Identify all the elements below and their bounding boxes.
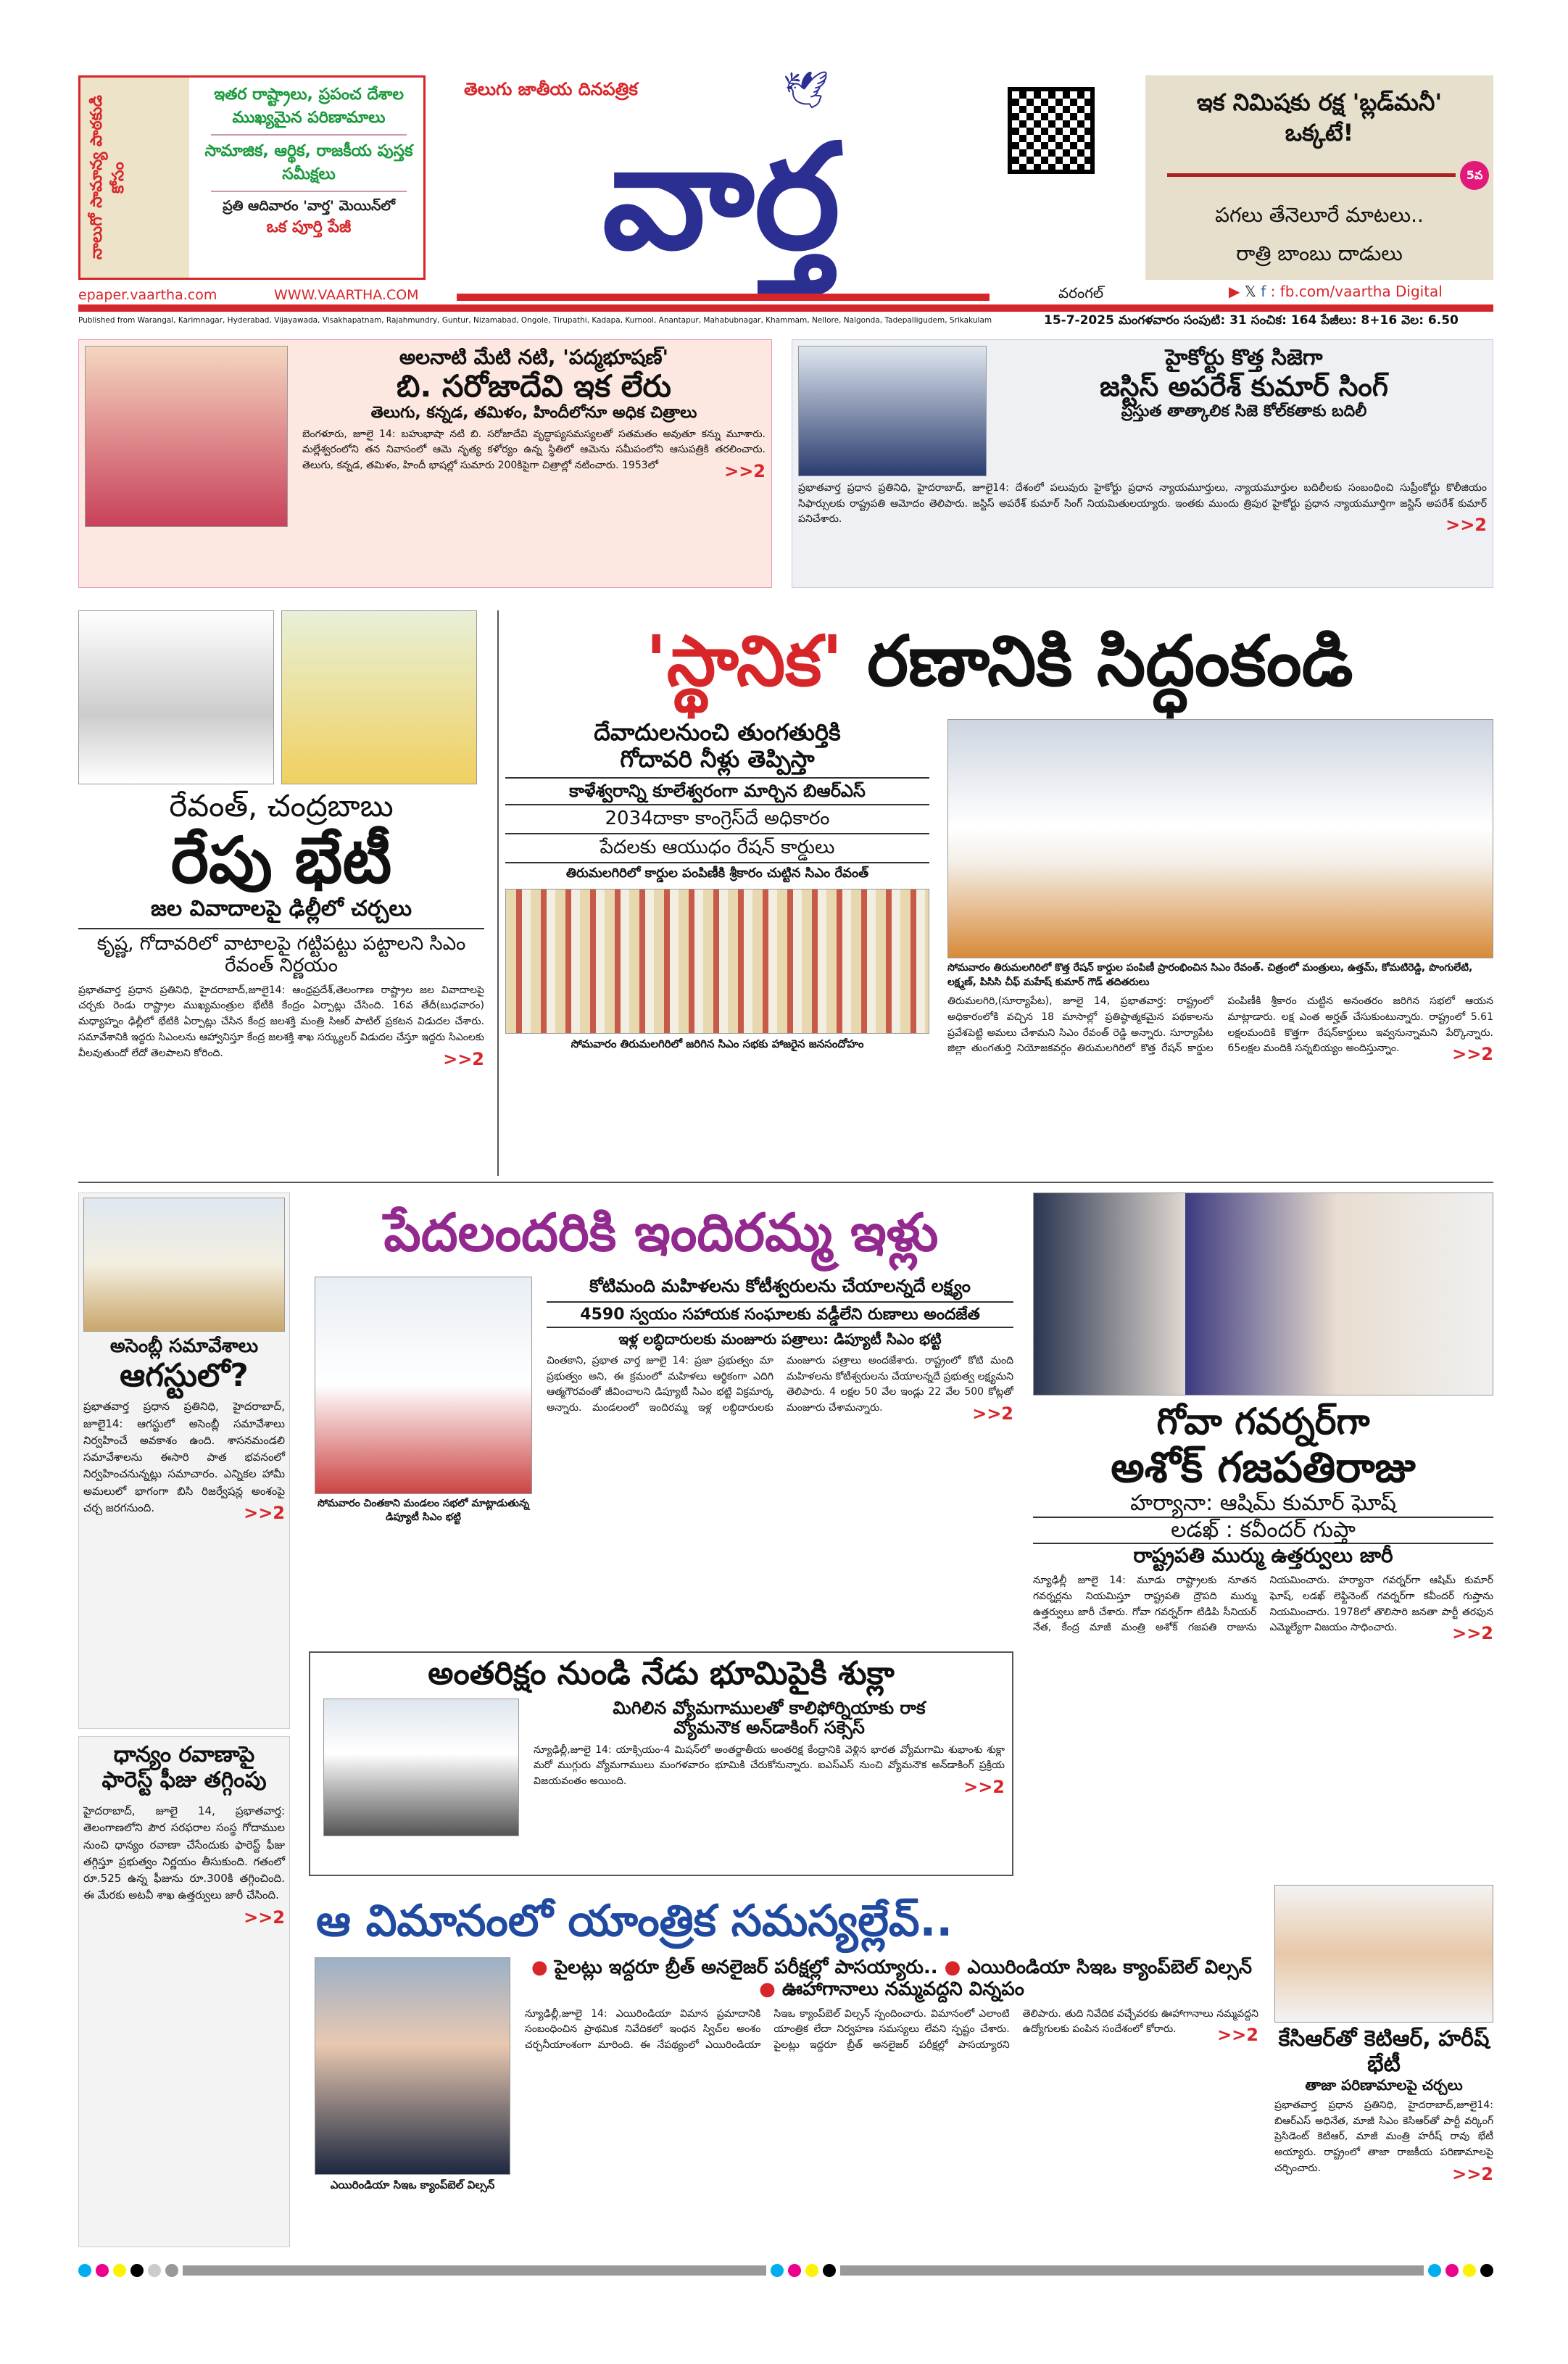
youtube-icon[interactable]: ▶ — [1229, 283, 1240, 300]
appointment: హర్యానా: ఆషిమ్ కుమార్ ఘోష్ — [1033, 1491, 1493, 1518]
kicker: హైకోర్టు కొత్త సిజెగా — [1165, 345, 1323, 370]
subheadline: తాజా పరిణామాలపై చర్చలు — [1305, 2076, 1463, 2094]
kicker: అలనాటి మేటి నటి, 'పద్మభూషణ్' — [399, 345, 669, 369]
headline: ఆగస్టులో? — [120, 1356, 249, 1394]
continued-link[interactable]: >>2 — [972, 1403, 1013, 1424]
story-body: ప్రభాతవార్త ప్రధాన ప్రతినిధి, హైదరాబాద్,జూలై14: ఆంధ్రప్రదేశ్,తెలంగాణ రాష్ట్రాల జల వివాదాలపై చర్చకు రెండు రాష్ట్రాల ముఖ్యమంత్రుల భేటీకి కేంద్రం ఏర్పాట్లు చేసింది. 16వ తేదీ(బుధవారం) మధ్యాహ్నం ఢిల్లీలో భేటికి ఏర్పాట్లు చేసిన కేంద్ర జలశక్తి మంత్రి సిఆర్ పాటిల్ ప్రకటన విడుదల చేశారు. సమావేశానికి ఇద్దరు సిఎంలను ఆహ్వానిస్తూ కేంద్ర జలశక్తి శాఖ సర్క్యులర్ విడుదల చేస్తూ ఇద్దరు సిఎంలకు వీలవుతుందో లేదో తెలపాలని కోరింది. — [78, 984, 484, 1059]
continued-link[interactable]: >>2 — [1452, 1044, 1493, 1065]
story-chief-justice[interactable] — [792, 339, 1493, 588]
x-icon[interactable]: 𝕏 — [1244, 283, 1256, 300]
promo-vertical-title: నాలుగో సామాన్య పాఠకుడి కోసం — [80, 78, 189, 278]
headline-highlight: 'స్థానిక' — [645, 621, 843, 702]
subheadline: కోటిమంది మహిళలను కోటీశ్వరులను చేయాలన్నదే లక్ష్యం — [547, 1277, 1013, 1303]
promo-line: పగలు తేనెలూరే మాటలు.. — [1215, 202, 1424, 227]
story-assembly[interactable] — [78, 1193, 290, 1729]
subheadline: మిగిలిన వ్యోమగాములతో కాలిఫోర్నియాకు రాక — [613, 1697, 926, 1718]
color-registration-bar — [78, 2262, 1493, 2279]
story-shukla-return[interactable] — [309, 1651, 1013, 1876]
headline: జస్టిస్ అపరేశ్ కుమార్ సింగ్ — [1100, 370, 1388, 402]
social-handle[interactable]: : fb.com/vaartha Digital — [1270, 283, 1443, 300]
saroja-devi-photo — [85, 346, 288, 527]
subheadline-2: కృష్ణ, గోదావరిలో వాటాలపై గట్టిపట్టు పట్టాలని సిఎం రేవంత్ నిర్ణయం — [78, 928, 484, 977]
promo-item: ఇతర రాష్ట్రాలు, ప్రపంచ దేశాల ముఖ్యమైన పరిణామాలు — [214, 86, 404, 127]
story-local-polls[interactable] — [505, 610, 1493, 1176]
continued-link[interactable]: >>2 — [1452, 1623, 1493, 1644]
headline: రణానికి సిద్ధంకండి — [867, 621, 1353, 702]
story-body: తిరుమలగిరి,(సూర్యాపేట), జూలై 14, ప్రభాతవార్త: రాష్ట్రంలో అధికారంలోకి వచ్చిన 18 మాసాల్లో ప్రతిష్ఠాత్మకమైన పథకాలను ప్రవేశపెట్టి అమలు చేశామని సిఎం రేవంత్ రెడ్డి అన్నారు. సూర్యాపేట జిల్లా తుంగతుర్తి నియోజకవర్గం తిరుమలగిరిలో కొత్త రేషన్ కార్డుల పంపిణీకి శ్రీకారం చుట్టిన అనంతరం జరిగిన సభలో ఆయన మాట్లాడారు. లక్ష ఎంత అర్హత్ చేసుకుంటున్నారు. రాష్ట్రంలో 5.61 లక్షలమందికి కొత్తగా రేషన్‌కార్డులు ఇవ్వనున్నామని పేర్కొన్నారు. 65లక్షల మందికి సన్నబియ్యం అందిస్తున్నాం. — [947, 995, 1493, 1055]
story-body: ప్రభాతవార్త ప్రధాన ప్రతినిధి, హైదరాబాద్, జూలై14: దేశంలో పలువురు హైకోర్టు ప్రధాన న్యాయమూర్తులు, న్యాయమూర్తుల బదిలీలకు సంబంధించి సుప్రీంకోర్టు కొలీజియం సిఫార్సులకు రాష్ట్రపతి ఆమోదం తెలిపారు. జస్టిస్ అపరేశ్ కుమార్ సింగ్ నియమితులయ్యారు. ఇంతకు ముందు త్రిపుర హైకోర్టు ప్రధాన న్యాయమూర్తిగా జస్టిస్ అపరేశ్ కుమార్ పనిచేశారు. — [798, 482, 1487, 526]
story-body: చింతకాని, ప్రభాత వార్త జూలై 14: ప్రజా ప్రభుత్వం మా ప్రభుత్వం అని, ఈ క్రమంలో మహిళలు ఆర్థికంగా ఎదిగి ఆత్మగౌరవంతో జీవించాలని డిప్యూటీ సిఎం భట్టి విక్రమార్క అన్నారు. మండలంలో ఇందిరమ్మ ఇళ్ల లబ్ధిదారులకు మంజూరు పత్రాలు అందజేశారు. రాష్ట్రంలో కోటి మంది మహిళలను కోటీశ్వరులను చేయాలన్నదే ప్రభుత్వ లక్ష్యమని తెలిపారు. 4 లక్షల 50 వేల ఇండ్లు 22 వేల 500 కోట్లతో మంజూరు చేశామన్నారు. — [547, 1354, 1013, 1414]
continued-link[interactable]: >>2 — [1217, 2025, 1258, 2046]
story-kcr-meeting[interactable] — [1274, 1885, 1493, 2247]
point: 2034దాకా కాంగ్రెస్‌దే అధికారం — [505, 805, 929, 834]
story-body: ప్రభాతవార్త ప్రధాన ప్రతినిధి, హైదరాబాద్,జూలై14: బిఆర్ఎస్ అధినేత, మాజీ సిఎం కెసిఆర్‌తో పార్టీ వర్కింగ్ ప్రెసిడెంట్ కెటిఆర్, మాజీ మంత్రి హరీష్ రావు భేటీ అయ్యారు. రాష్ట్రంలో తాజా రాజకీయ పరిణామాలపై చర్చించారు. — [1274, 2099, 1493, 2174]
justice-photo — [798, 346, 987, 476]
website-link[interactable]: WWW.VAARTHA.COM — [274, 287, 419, 303]
published-from: Published from Warangal, Karimnagar, Hyderabad, Vijayawada, Visakhapatnam, Rajahmundry, Guntur, Nizamabad, Ongole, Tirupathi, Kadapa, Kurnool, Anantapur, Mahabubnagar, Khammam, Nellore, Nalgonda, Tadepalligudem, Srikakulam — [78, 316, 992, 325]
kicker: రేవంత్, చంద్రబాబు — [169, 788, 394, 824]
point: పేదలకు ఆయుధం రేషన్ కార్డులు — [505, 834, 929, 863]
headline: రేపు భేటీ — [170, 823, 392, 898]
story-governors[interactable] — [1033, 1193, 1493, 1874]
point: ఎయిరిండియా సిఇఒ క్యాంప్‌బెల్ విల్సన్ — [967, 1957, 1252, 1978]
continued-link[interactable]: >>2 — [244, 1502, 285, 1523]
tagline: తెలుగు జాతీయ దినపత్రిక — [464, 79, 638, 99]
continued-link[interactable]: >>2 — [724, 461, 766, 482]
subheadline: రాష్ట్రపతి ముర్ము ఉత్తర్వులు జారీ — [1133, 1543, 1393, 1568]
headline: అసెంబ్లీ సమావేశాలు — [109, 1335, 259, 1357]
governors-photo — [1033, 1193, 1493, 1395]
point: కాళేశ్వరాన్ని కూలేశ్వరంగా మార్చిన బిఆర్ఎస్ — [505, 779, 929, 806]
point: పైలట్లు ఇద్దరూ బ్రీత్ అనలైజర్ పరీక్షల్లో పాసయ్యారు.. — [554, 1957, 938, 1978]
chandrababu-photo — [281, 610, 477, 784]
campbell-wilson-photo — [315, 1957, 510, 2175]
headline: ఆ విమానంలో యాంత్రిక సమస్యల్లేవ్.. — [316, 1896, 953, 1946]
story-body: ప్రభాతవార్త ప్రధాన ప్రతినిధి, హైదరాబాద్, జూలై14: ఆగస్టులో అసెంబ్లీ సమావేశాలు నిర్వహించే అవకాశం ఉంది. శాసనమండలి సమావేశాలను ఈసారి పాత భవనంలో నిర్వహించనున్నట్లు సమాచారం. ఎన్నికల హామీ అమలులో భాగంగా బిసి రిజర్వేషన్ల అంశంపై చర్చ జరగనుంది. — [83, 1400, 285, 1514]
bhatti-photo — [315, 1277, 532, 1494]
photo-caption: సోమవారం తిరుమలగిరిలో కొత్త రేషన్ కార్డుల పంపిణీ ప్రారంభించిన సిఎం రేవంత్. చిత్రంలో మంత్రులు, ఉత్తమ్, కోమటిరెడ్డి, పొంగులేటి, లక్ష్మణ్, పిసిసి చీఫ్ మహేష్ కుమార్ గౌడ్ తదితరులు — [947, 962, 1473, 988]
subheadline: ప్రస్తుత తాత్కాలిక సిజె కోల్‌కతాకు బదిలీ — [1121, 402, 1367, 421]
headline: గోవా గవర్నర్‌గా — [1156, 1401, 1370, 1443]
revanth-photo — [78, 610, 274, 784]
headline: అంతరిక్షం నుండి నేడు భూమిపైకి శుక్లా — [428, 1655, 895, 1692]
photo-caption: సోమవారం చింతకాని మండలం సభలో మాట్లాడుతున్న డిప్యూటీ సిఎం భట్టి — [317, 1498, 529, 1523]
story-paddy-transport[interactable] — [78, 1736, 290, 2247]
qr-code[interactable] — [1008, 87, 1095, 174]
assembly-building-photo — [83, 1198, 285, 1332]
right-promo-box[interactable] — [1145, 75, 1493, 280]
photo-caption: ఎయిరిండియా సిఇఒ క్యాంప్‌బెల్ విల్సన్ — [330, 2178, 495, 2191]
continued-link[interactable]: >>2 — [1452, 2163, 1493, 2184]
epaper-link[interactable]: epaper.vaartha.com — [78, 287, 217, 303]
social-icons[interactable] — [1229, 283, 1443, 300]
headline: కేసిఆర్‌తో కెటిఆర్, హరీష్ భేటీ — [1278, 2026, 1490, 2077]
continued-link[interactable]: >>2 — [244, 1907, 285, 1928]
dateline: 15-7-2025 మంగళవారం సంపుటి: 31 సంచిక: 164 పేజీలు: 8+16 వెల: 6.50 — [1044, 313, 1459, 328]
subheadline: 4590 స్వయం సహాయక సంఘాలకు వడ్డీలేని రుణాలు అందజేత — [547, 1303, 1013, 1328]
continued-link[interactable]: >>2 — [963, 1777, 1005, 1798]
headline: పేదలందరికి ఇందిరమ్మ ఇళ్లు — [383, 1202, 939, 1263]
kcr-photo — [1274, 1885, 1493, 2023]
facebook-icon[interactable]: f — [1261, 283, 1266, 300]
page-badge: 5వ — [1460, 161, 1489, 190]
headline: అశోక్ గజపతిరాజు — [1111, 1442, 1416, 1492]
continued-link[interactable]: >>2 — [1445, 515, 1487, 536]
story-indiramma-houses[interactable] — [309, 1193, 1013, 1642]
story-body: న్యూఢిల్లీ జూలై 14: మూడు రాష్ట్రాలకు నూతన గవర్నర్లను నియమిస్తూ రాష్ట్రపతి ద్రౌపది ముర్ము ఉత్తర్వులు జారీ చేశారు. గోవా గవర్నర్‌గా టిడిపి సీనియర్ నేత, కేంద్ర మాజీ మంత్రి అశోక్ గజపతి రాజును నియమించారు. హర్యానా గవర్నర్‌గా ఆషిమ్ కుమార్ ఘోష్, లడఖ్ లెఫ్టినెంట్ గవర్నర్‌గా కవీందర్ గుప్తాను నియమించారు. 1978లో తొలిసారి జనతా పార్టీ తరఫున ఎమ్మెల్యేగా విజయం సాధించారు. — [1033, 1575, 1493, 1634]
astronauts-photo — [323, 1699, 519, 1836]
photo-caption: సోమవారం తిరుమలగిరిలో జరిగిన సిఎం సభకు హాజరైన జనసందోహం — [571, 1037, 864, 1050]
story-body: న్యూఢిల్లీ,జూలై 14: యాక్సియం-4 మిషన్‌లో అంతర్జాతీయ అంతరిక్ష కేంద్రానికి వెళ్లిన భారత వ్యోమగామి శుభాంశు శుక్లా మరో ముగ్గురు వ్యోమగాములు మంగళవారం భూమికి చేరుకోనున్నారు. ఐఎస్ఎస్ నుంచి వ్యోమనౌక అన్‌డాకింగ్ ప్రక్రియ విజయవంతం అయింది. — [534, 1743, 1005, 1788]
dove-icon: 🕊 — [783, 69, 829, 111]
headline: ధాన్యం రవాణాపై ఫారెస్ట్ ఫీజు తగ్గింపు — [101, 1742, 267, 1793]
appointment: లడఖ్ : కవీందర్ గుప్తా — [1033, 1518, 1493, 1545]
red-rule — [78, 304, 1493, 312]
promo-highlight: ఒక పూర్తి పేజీ — [266, 218, 352, 237]
story-saroja-devi[interactable] — [78, 339, 772, 588]
masthead-underline — [457, 294, 990, 301]
subheadline: ఇళ్ల లబ్ధిదారులకు మంజూరు పత్రాలు: డిప్యూటీ సిఎం భట్టి — [618, 1330, 942, 1348]
promo-item: సామాజిక, ఆర్థిక, రాజకీయ పుస్తక సమీక్షలు — [204, 141, 413, 183]
subheadline: జల వివాదాలపై ఢిల్లీలో చర్చలు — [151, 896, 412, 922]
ration-card-event-photo — [947, 719, 1493, 958]
deck: దేవాదులనుంచి తుంగతుర్తికి — [594, 718, 841, 746]
deck: గోదావరి నీళ్లు తెప్పిస్తా — [505, 746, 929, 779]
left-promo-box[interactable] — [78, 75, 426, 280]
promo-headline: ఇక నిమిషకు రక్ష 'బ్లడ్‌మనీ' ఒక్కటే! — [1196, 88, 1443, 146]
story-cm-meeting[interactable] — [78, 610, 491, 1176]
promo-line: రాత్రి బాంబు దాడులు — [1236, 241, 1403, 266]
headline: బి. సరోజాదేవి ఇక లేరు — [397, 368, 671, 405]
point: ఊహాగానాలు నమ్మవద్దని విన్నపం — [781, 1978, 1024, 2000]
subheadline: తెలుగు, కన్నడ, తమిళం, హిందీలోనూ అధిక చిత్రాలు — [370, 404, 697, 423]
story-air-india[interactable]: ఆ విమానంలో యాంత్రిక సమస్యల్లేవ్.. ఎయిరిండియా సిఇఒ క్యాంప్‌బెల్ విల్సన్ ● పైలట్లు ఇద్దరూ బ్రీత్ అనలైజర్ పరీక్షల్లో పాసయ్యారు.. ● ఎయిరిండియా సిఇఒ క్యాంప్‌బెల్ విల్సన్ ● ఊహాగానాలు నమ్మవద్దని విన్నపం న్యూఢిల్లీ,జూలై 14: ఎయిరిండియా విమాన ప్రమాదానికి సంబంధించిన ప్రాథమిక నివేదికలో ఇంధన స్విచ్‌ల అంశం చర్చనీయాంశంగా మారింది. ఈ నేపథ్యంలో ఎయిరిండియా సిఇఒ క్యాంప్‌బెల్ విల్సన్ స్పందించారు. విమానంలో ఎలాంటి యాంత్రిక లేదా నిర్వహణ సమస్యలు లేవని స్పష్టం చేశారు. పైలట్లు ఇద్దరూ బ్రీత్ అనలైజర్ పరీక్షల్లో పాసయ్యారని తెలిపారు. తుది నివేదిక వచ్చేవరకు ఊహాగానాలు నమ్మవద్దని ఉద్యోగులకు పంపిన సందేశంలో కోరారు. >>2 — [309, 1885, 1266, 2247]
crowd-photo — [505, 889, 929, 1034]
point: తిరుమలగిరిలో కార్డుల పంపిణీకి శ్రీకారం చుట్టిన సిఎం రేవంత్ — [565, 865, 869, 881]
masthead-logo: వార్త — [602, 113, 841, 282]
promo-item: ప్రతి ఆదివారం 'వార్త' మెయిన్‌లో — [223, 197, 395, 214]
edition-label: వరంగల్ — [1058, 284, 1104, 302]
story-body: హైదరాబాద్, జూలై 14, ప్రభాతవార్త: తెలంగాణలోని పౌర సరఫరాల సంస్థ గోదాముల నుంచి ధాన్యం రవాణా చేసేందుకు ఫారెస్ట్ ఫీజు తగ్గిస్తూ ప్రభుత్వం నిర్ణయం తీసుకుంది. గతంలో రూ.525 ఉన్న ఫీజును రూ.300కి తగ్గించింది. ఈ మేరకు అటవీ శాఖ ఉత్తర్వులు జారీ చేసింది. — [83, 1804, 285, 1902]
story-body: న్యూఢిల్లీ,జూలై 14: ఎయిరిండియా విమాన ప్రమాదానికి సంబంధించిన ప్రాథమిక నివేదికలో ఇంధన స్విచ్‌ల అంశం చర్చనీయాంశంగా మారింది. ఈ నేపథ్యంలో ఎయిరిండియా సిఇఒ క్యాంప్‌బెల్ విల్సన్ స్పందించారు. విమానంలో ఎలాంటి యాంత్రిక లేదా నిర్వహణ సమస్యలు లేవని స్పష్టం చేశారు. పైలట్లు ఇద్దరూ బ్రీత్ అనలైజర్ పరీక్షల్లో పాసయ్యారని తెలిపారు. తుది నివేదిక వచ్చేవరకు ఊహాగానాలు నమ్మవద్దని ఉద్యోగులకు పంపిన సందేశంలో కోరారు. — [525, 2007, 1258, 2052]
subheadline: వ్యోమనౌక అన్‌డాకింగ్ సక్సెస్ — [673, 1717, 865, 1738]
story-body: బెంగళూరు, జూలై 14: బహుభాషా నటి బి. సరోజాదేవి వృద్ధాప్యసమస్యలతో సతమతం అవుతూ కన్ను మూశారు. మల్లేశ్వరంలోని తన నివాసంలో ఆమె నృత్య కళోర్యం ఉన్న స్థితిలో ఆమెను సమీపంలోని ఆసుపత్రికి తరలించారు. తెలుగు, కన్నడ, తమిళం, హిందీ భాషల్లో సుమారు 200కిపైగా చిత్రాల్లో నటించారు. 1953లో — [302, 428, 766, 472]
continued-link[interactable]: >>2 — [443, 1048, 484, 1069]
